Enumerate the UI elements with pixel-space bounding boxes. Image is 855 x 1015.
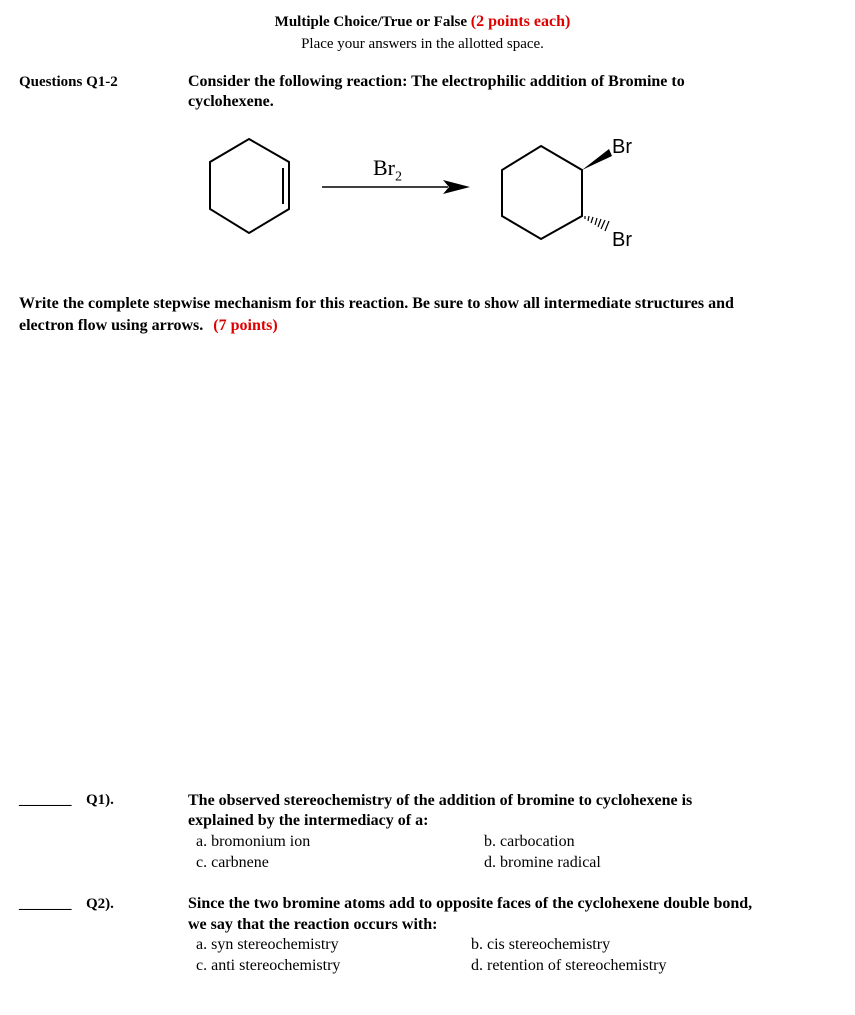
reagent-label bbox=[373, 155, 402, 185]
q2-option-c[interactable]: c. anti stereochemistry bbox=[196, 957, 341, 974]
q2-line1: Since the two bromine atoms add to opposite faces of the cyclohexene double bond, bbox=[188, 895, 753, 912]
header-points: (2 points each) bbox=[470, 13, 571, 30]
q1-number: Q1). bbox=[86, 792, 114, 808]
q2-number: Q2). bbox=[86, 896, 114, 912]
mechanism-line2: electron flow using arrows. bbox=[19, 317, 204, 334]
q2-option-d[interactable]: d. retention of stereochemistry bbox=[471, 957, 667, 974]
q2-option-a[interactable]: a. syn stereochemistry bbox=[196, 936, 339, 953]
reagent-text: Br bbox=[373, 155, 395, 180]
hash-bond bbox=[585, 216, 609, 231]
mechanism-answer-area[interactable] bbox=[19, 345, 839, 775]
header-subtitle: Place your answers in the allotted space. bbox=[301, 36, 544, 52]
wedge-bond bbox=[582, 149, 612, 170]
product-br-top: Br bbox=[612, 136, 632, 158]
cyclohexene-structure bbox=[210, 139, 289, 233]
mechanism-points: (7 points) bbox=[213, 317, 278, 334]
q1-option-a[interactable]: a. bromonium ion bbox=[196, 833, 311, 850]
section-prompt-line1: Consider the following reaction: The electrophilic addition of Bromine to bbox=[188, 73, 685, 90]
q1-answer-blank[interactable]: _______ bbox=[19, 792, 72, 808]
mechanism-line2-wrap bbox=[19, 317, 278, 335]
section-label: Questions Q1-2 bbox=[19, 74, 118, 90]
q1-option-c[interactable]: c. carbnene bbox=[196, 854, 269, 871]
q2-answer-blank[interactable]: _______ bbox=[19, 896, 72, 912]
q2-option-b[interactable]: b. cis stereochemistry bbox=[471, 936, 611, 953]
product-br-bottom: Br bbox=[612, 229, 632, 251]
q1-option-d[interactable]: d. bromine radical bbox=[484, 854, 601, 871]
q2-line2: we say that the reaction occurs with: bbox=[188, 916, 438, 933]
q1-line2: explained by the intermediacy of a: bbox=[188, 812, 429, 829]
reaction-scheme bbox=[0, 0, 855, 270]
mechanism-line1: Write the complete stepwise mechanism for this reaction. Be sure to show all intermediate structures and bbox=[19, 295, 734, 312]
header-title: Multiple Choice/True or False bbox=[274, 14, 468, 30]
reagent-subscript: 2 bbox=[395, 169, 402, 185]
section-prompt-line2: cyclohexene. bbox=[188, 93, 274, 110]
dibromocyclohexane-structure bbox=[502, 146, 612, 239]
q1-option-b[interactable]: b. carbocation bbox=[484, 833, 575, 850]
q1-line1: The observed stereochemistry of the addition of bromine to cyclohexene is bbox=[188, 792, 693, 809]
